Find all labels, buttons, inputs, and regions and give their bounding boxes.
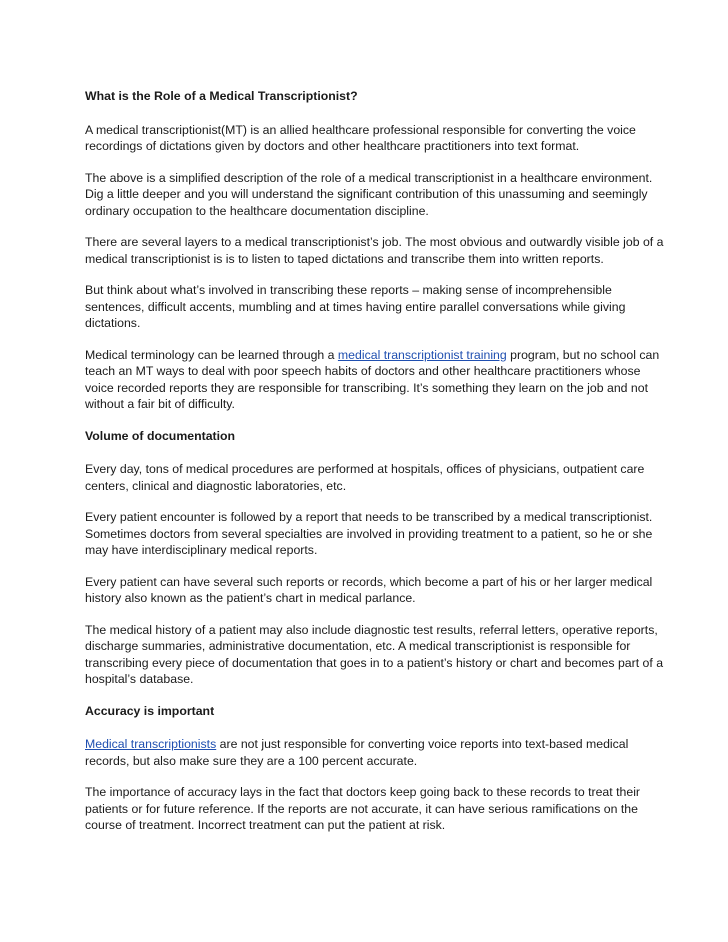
paragraph-accuracy-responsibility — [85, 736, 670, 769]
paragraph-layers: There are several layers to a medical transcriptionist’s job. The most obvious and outwardly visible job of a medical transcriptionist is is to listen to taped dictations and transcribe them into written reports. — [85, 235, 664, 266]
heading-accuracy: Accuracy is important — [85, 703, 215, 718]
terminology-text-after: program, but no school can teach an MT ways to deal with poor speech habits of doctors and other healthcare practitioners whose voice recorded reports they are responsible for transcribing. It’s something they learn on the job and not without a fair bit of difficulty. — [85, 347, 660, 411]
paragraph-procedures: Every day, tons of medical procedures are performed at hospitals, offices of physicians, outpatient care centers, clinical and diagnostic laboratories, etc. — [85, 462, 645, 493]
paragraph-transcribing-challenges: But think about what’s involved in transcribing these reports – making sense of incomprehensible sentences, difficult accents, mumbling and at times having entire parallel conversations while giving dictations. — [85, 283, 626, 330]
paragraph-accuracy-importance: The importance of accuracy lays in the fact that doctors keep going back to these records to treat their patients or for future reference. If the reports are not accurate, it can have serious ramifications on the course of treatment. Incorrect treatment can put the patient at risk. — [85, 785, 641, 832]
paragraph-definition: A medical transcriptionist(MT) is an allied healthcare professional responsible for converting the voice recordings of dictations given by doctors and other healthcare practitioners into text format. — [85, 122, 636, 153]
heading-volume: Volume of documentation — [85, 428, 236, 443]
accuracy-text-after: are not just responsible for converting voice reports into text-based medical records, but also make sure they are a 100 percent accurate. — [85, 737, 629, 768]
document-title: What is the Role of a Medical Transcriptionist? — [85, 89, 358, 103]
paragraph-medical-history: The medical history of a patient may also include diagnostic test results, referral letters, operative reports, discharge summaries, administrative documentation, etc. A medical transcriptionist is responsible for transcribing every piece of documentation that goes in to a patient’s history or chart and becomes part of a hospital’s database. — [85, 622, 664, 686]
paragraph-simplified-description: The above is a simplified description of the role of a medical transcriptionist in a healthcare environment. Dig a little deeper and you will understand the significant contribution of this unassuming and seemingly ordinary occupation to the healthcare documentation discipline. — [85, 170, 653, 218]
training-link[interactable]: medical transcriptionist training — [337, 347, 507, 362]
paragraph-patient-records: Every patient can have several such reports or records, which become a part of his or her larger medical history also known as the patient’s chart in medical parlance. — [85, 574, 653, 605]
transcriptionists-link[interactable]: Medical transcriptionists — [85, 737, 217, 751]
paragraph-patient-encounter: Every patient encounter is followed by a report that needs to be transcribed by a medical transcriptionist. Sometimes doctors from several specialties are involved in providing treatment to a patient, so he or she may have interdisciplinary medical reports. — [85, 510, 653, 557]
paragraph-terminology — [85, 347, 670, 413]
terminology-text-before: Medical terminology can be learned through a — [85, 347, 338, 362]
